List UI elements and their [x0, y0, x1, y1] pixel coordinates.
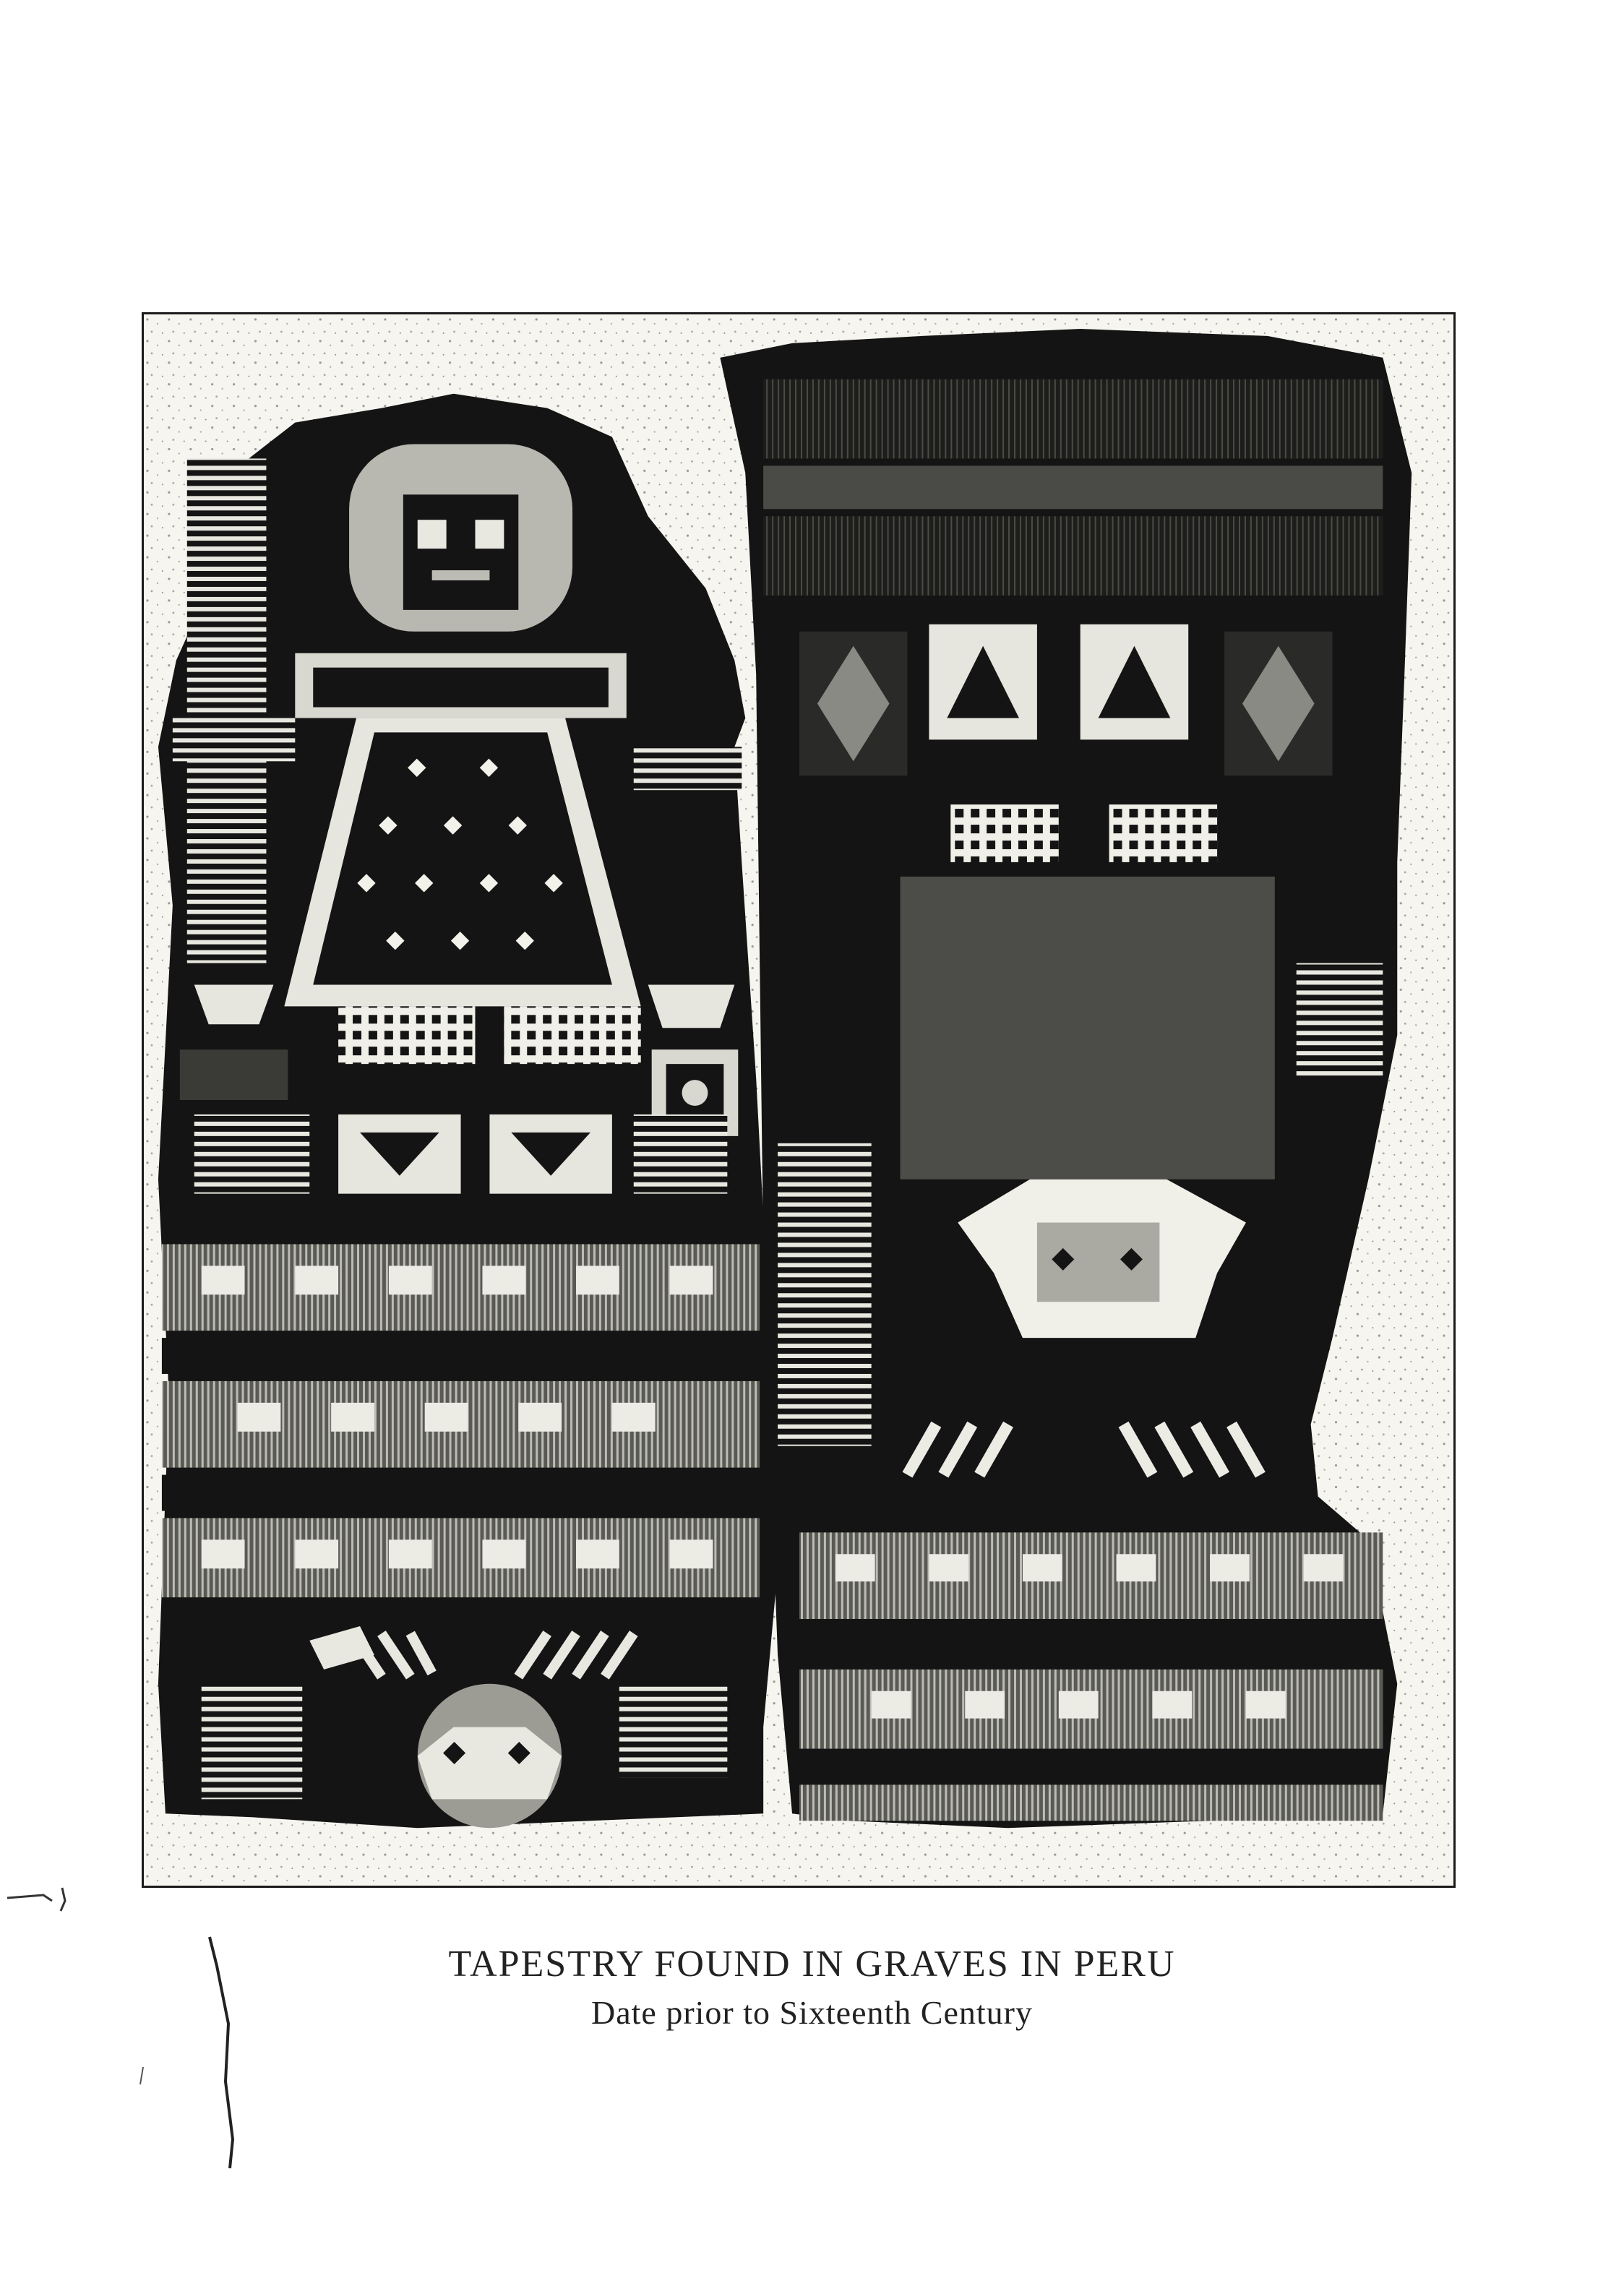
- tapestry-photo: [144, 314, 1453, 1886]
- right-band-top-1: [763, 379, 1383, 459]
- caption-title: TAPESTRY FOUND IN GRAVES IN PERU: [448, 1943, 1176, 1985]
- left-tapestry-fragment: [158, 394, 778, 1829]
- right-tapestry-fragment: [720, 329, 1412, 1828]
- right-band-bottom-1: [799, 1532, 1383, 1619]
- scan-margin-mark: [0, 1879, 260, 2183]
- right-band-bottom-3: [799, 1784, 1383, 1821]
- caption-subtitle: Date prior to Sixteenth Century: [591, 1994, 1033, 2031]
- right-band-top-2: [763, 516, 1383, 596]
- plate-frame: [142, 312, 1456, 1888]
